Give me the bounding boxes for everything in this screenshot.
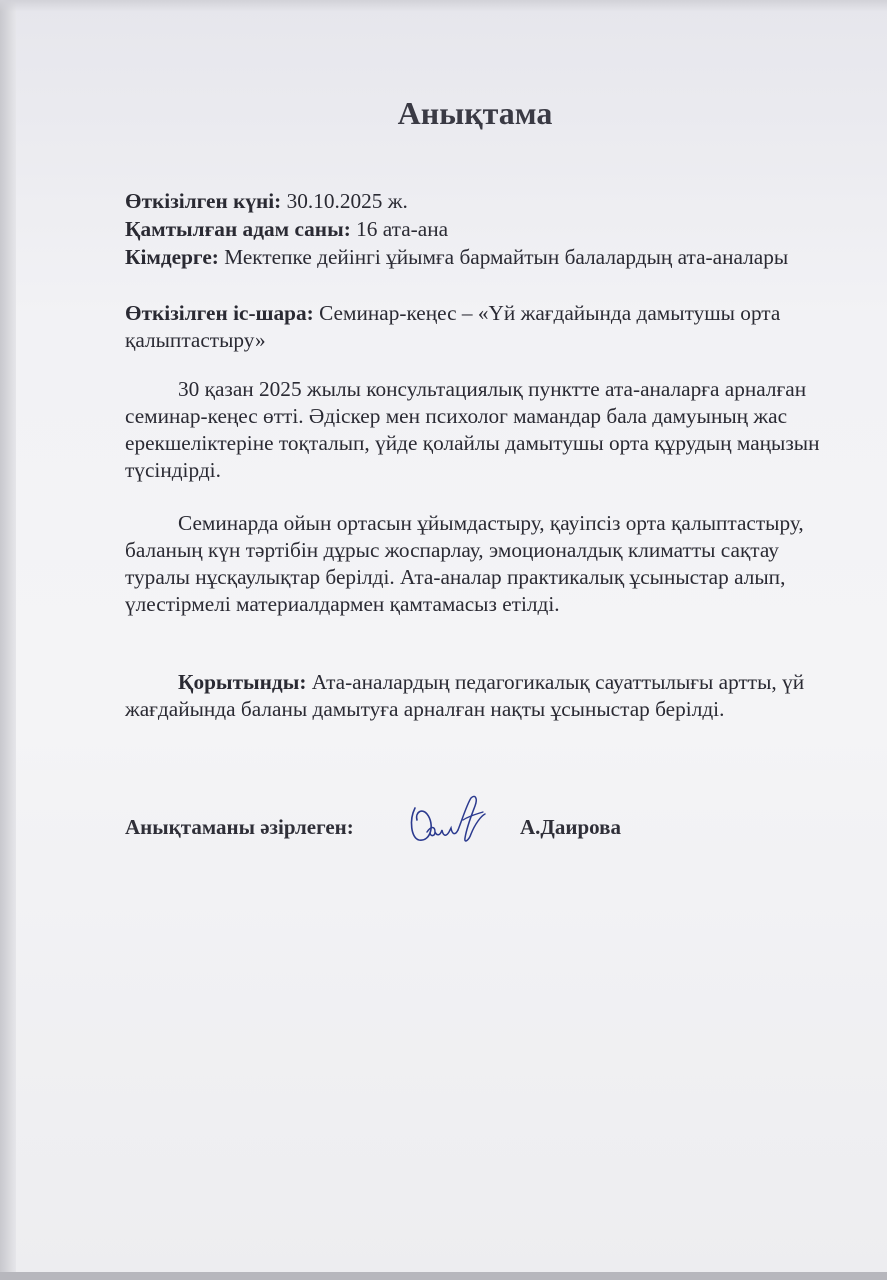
field-audience [125,244,830,271]
page-bottom-edge [0,1272,887,1280]
page-top-shadow [0,0,887,12]
field-event [125,300,830,354]
count-value: 16 ата-ана [356,217,449,241]
audience-label: Кімдерге: [125,245,219,269]
signature [405,790,490,850]
paragraph-intro: 30 қазан 2025 жылы консультациялық пунктте ата-аналарға арналған семинар-кеңес өтті. Әдіскер мен психолог мамандар бала дамуының жас ерекшеліктеріне тоқталып, үйде қолайлы дамытушы орта құрудың маңызын түсіндірді. [125,377,820,482]
date-label: Өткізілген күні: [125,189,282,213]
field-date [125,188,830,215]
event-value: Семинар-кеңес – «Үй жағдайында дамытушы орта қалыптастыру» [125,301,781,352]
document-title: Анықтама [397,95,553,131]
prepared-by-label: Анықтаманы әзірлеген: [125,815,354,839]
field-count [125,216,830,243]
page-left-shadow [0,0,16,1280]
author-name: А.Даирова [520,815,621,839]
conclusion-label: Қорытынды: [178,670,307,694]
paragraph-details: Семинарда ойын ортасын ұйымдастыру, қауіпсіз орта қалыптастыру, баланың күн тәртібін дұрыс жоспарлау, эмоционалдық климатты сақтау туралы нұсқаулықтар берілді. Ата-аналар практикалық ұсыныстар алып, үлестірмелі материалдармен қамтамасыз етілді. [125,511,804,616]
audience-value: Мектепке дейінгі ұйымға бармайтын балалардың ата-аналары [224,245,789,269]
date-value: 30.10.2025 ж. [286,189,408,213]
conclusion-text: Ата-аналардың педагогикалық сауаттылығы артты, үй жағдайында баланы дамытуға арналған нақты ұсыныстар берілді. [125,670,805,721]
count-label: Қамтылған адам саны: [125,217,351,241]
paragraph-conclusion [125,669,830,723]
event-label: Өткізілген іс-шара: [125,301,314,325]
